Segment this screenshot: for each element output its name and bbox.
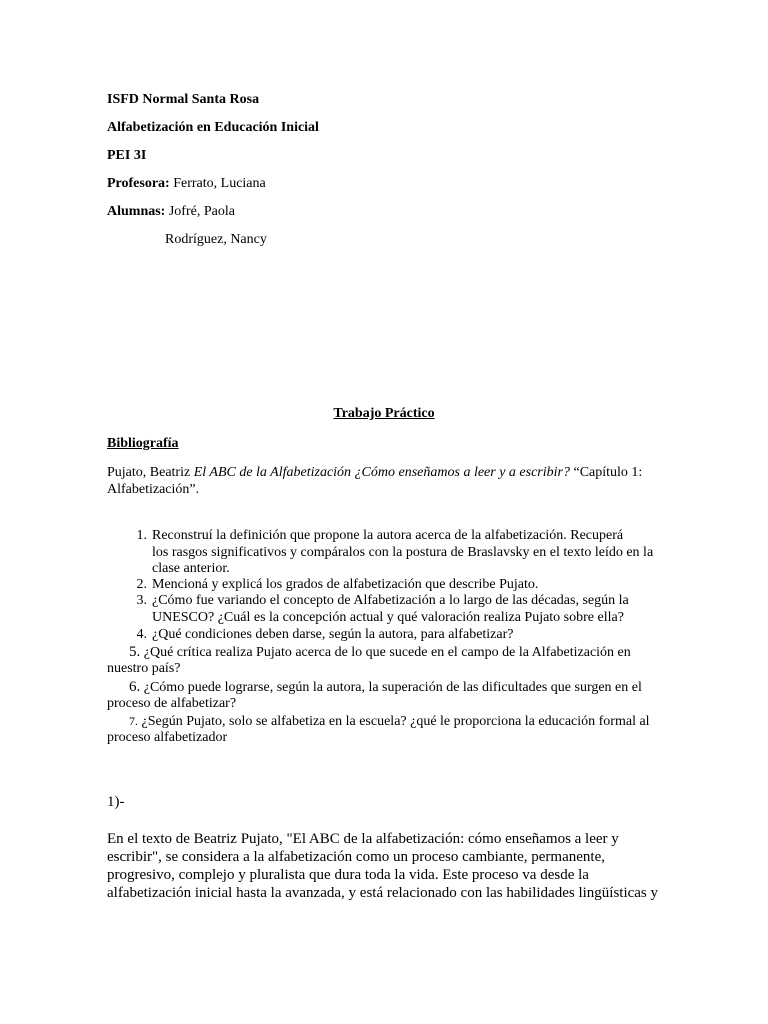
question-text [152, 577, 662, 594]
student-1: Jofré, Paola [165, 204, 235, 219]
question-7-line1 [129, 713, 650, 730]
question-5-number: 5. [129, 644, 141, 660]
question-6-text: ¿Cómo puede lograrse, según la autora, la superación de las dificultades que surgen en el [140, 680, 642, 695]
question-text-line: ¿Qué condiciones deben darse, según la autora, para alfabetizar? [152, 627, 514, 642]
question-5-line2: nuestro país? [107, 661, 181, 676]
question-text-line: los rasgos significativos y compáralos con la postura de Braslavsky en el texto leído en la [152, 544, 654, 560]
bibliography-book-title: El ABC de la Alfabetización ¿Cómo enseñamos a leer y a escribir? [193, 465, 570, 480]
question-number: 2. [136, 577, 147, 592]
question-text-line: Reconstruí la definición que propone la autora acerca de la alfabetización. Recuperá [152, 528, 624, 543]
question-6-line1 [129, 679, 642, 696]
teacher-name: Ferrato, Luciana [169, 176, 266, 191]
question-7-text: ¿Según Pujato, solo se alfabetiza en la escuela? ¿qué le proporciona la educación formal al [138, 714, 650, 729]
group-code: PEI 3I [107, 148, 147, 163]
question-6-line2: proceso de alfabetizar? [107, 696, 237, 711]
question-text [152, 627, 662, 644]
question-7-number: 7. [129, 714, 138, 728]
question-number: 3. [136, 593, 147, 608]
students-line [107, 204, 235, 220]
question-text-line: ¿Cómo fue variando el concepto de Alfabetización a lo largo de las décadas, según la [152, 593, 629, 608]
question-7-line2: proceso alfabetizador [107, 730, 228, 745]
course-name: Alfabetización en Educación Inicial [107, 120, 319, 135]
question-text [152, 593, 662, 626]
bibliography-author: Pujato, Beatriz [107, 465, 194, 480]
question-number: 4. [136, 627, 147, 642]
document-title: Trabajo Práctico [333, 406, 435, 421]
answer-line: progresivo, complejo y pluralista que dura toda la vida. Este proceso va desde la [107, 867, 589, 883]
question-6-number: 6. [129, 679, 141, 695]
bibliography-entry-line2: Alfabetización”. [107, 482, 200, 497]
answer-label: 1)- [107, 794, 125, 810]
answer-line: alfabetización inicial hasta la avanzada, y está relacionado con las habilidades lingüísticas y [107, 885, 659, 901]
bibliography-entry-line1 [107, 465, 642, 481]
question-text [152, 528, 662, 578]
answer-line: escribir", se considera a la alfabetización como un proceso cambiante, permanente, [107, 849, 605, 865]
teacher-line [107, 176, 266, 192]
question-number: 1. [136, 528, 147, 543]
answer-line: En el texto de Beatriz Pujato, "El ABC de la alfabetización: cómo enseñamos a leer y [107, 831, 619, 847]
question-5-line1 [129, 644, 631, 661]
students-label: Alumnas: [107, 204, 166, 219]
question-text-line: clase anterior. [152, 561, 230, 576]
question-5-text: ¿Qué crítica realiza Pujato acerca de lo que sucede en el campo de la Alfabetización en [140, 645, 631, 660]
bibliography-chapter: “Capítulo 1: [569, 465, 643, 480]
institution-name: ISFD Normal Santa Rosa [107, 92, 260, 107]
question-text-line: Mencioná y explicá los grados de alfabetización que describe Pujato. [152, 577, 539, 592]
teacher-label: Profesora: [107, 176, 170, 191]
answer-paragraph [107, 830, 667, 902]
student-2: Rodríguez, Nancy [165, 232, 267, 247]
bibliography-heading: Bibliografía [107, 436, 179, 451]
question-text-line: UNESCO? ¿Cuál es la concepción actual y qué valoración realiza Pujato sobre ella? [152, 609, 624, 625]
